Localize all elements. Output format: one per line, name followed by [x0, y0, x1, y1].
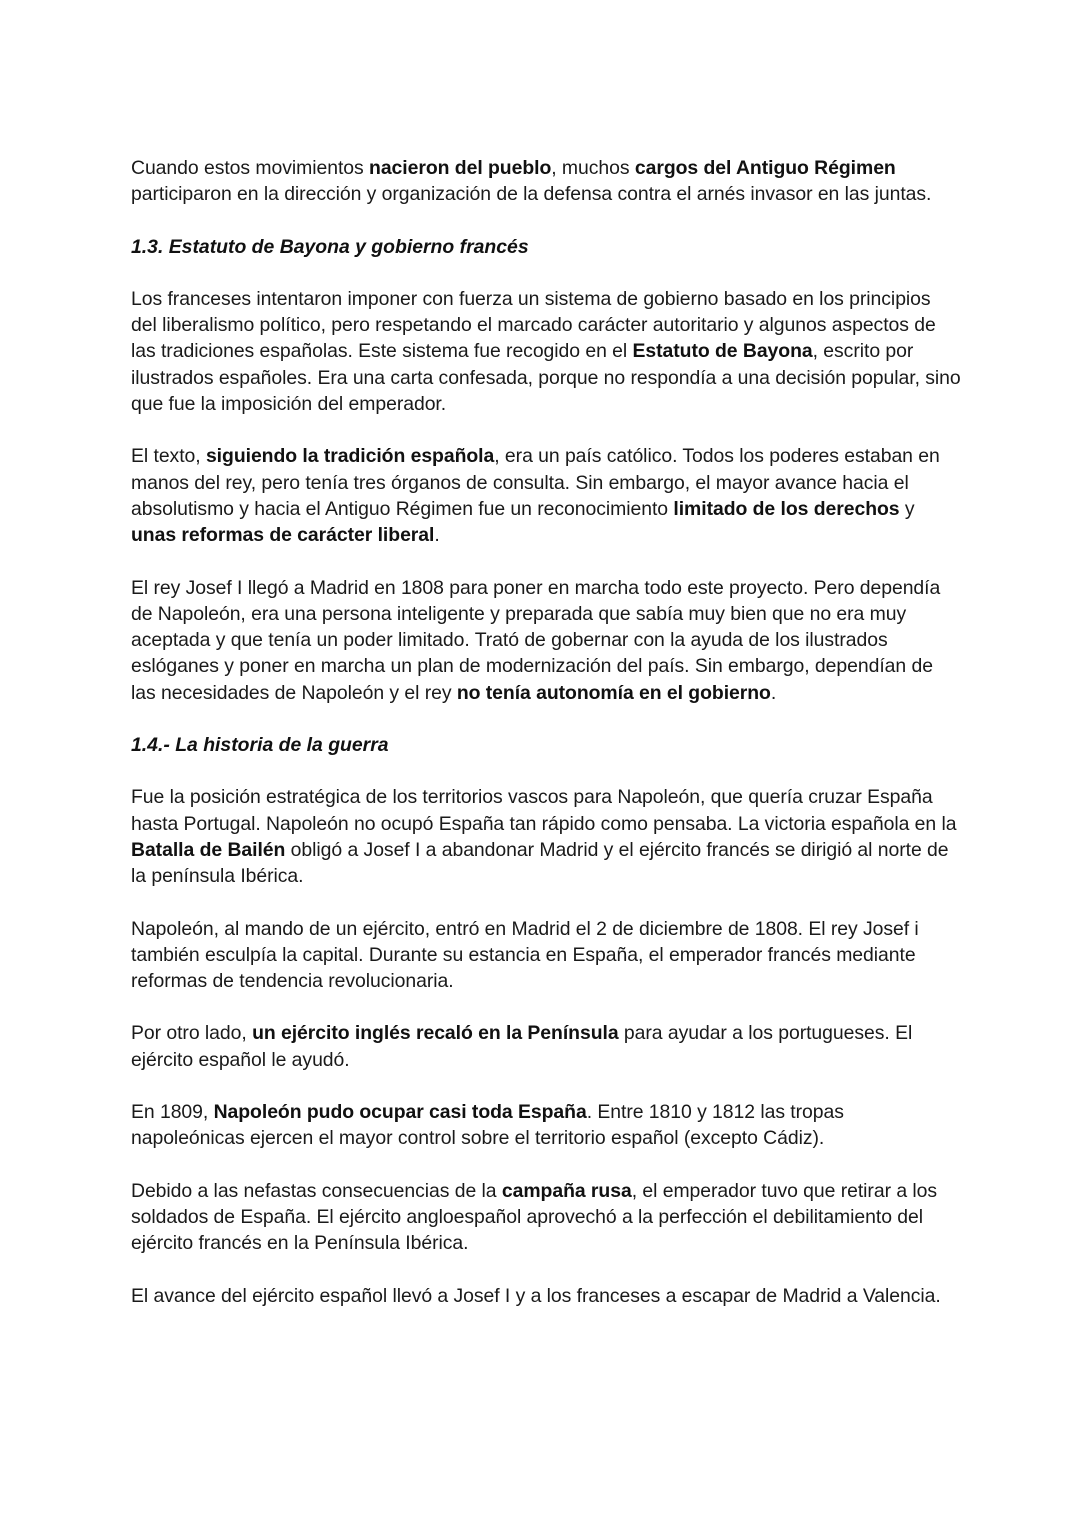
paragraph-madrid-1808	[131, 916, 961, 995]
paragraph-campana-rusa	[131, 1178, 961, 1257]
text-segment: .	[434, 524, 440, 547]
bold-text: Estatuto de Bayona	[632, 340, 813, 363]
bold-text: un ejército inglés recaló en la Península	[252, 1022, 619, 1045]
bold-text: unas reformas de carácter liberal	[131, 524, 435, 547]
paragraph-valencia	[131, 1283, 961, 1309]
text-segment: El avance del ejército español llevó a Josef I y a los franceses a escapar de Madrid a Valencia.	[131, 1284, 941, 1307]
text-segment: Cuando estos movimientos	[131, 157, 370, 179]
text-segment: para ayudar a los portugueses. El ejército español le ayudó.	[131, 1022, 913, 1071]
text-segment: Napoleón, al mando de un ejército, entró en Madrid el 2 de diciembre de 1808. El rey Josef i también esculpía la capital. Durante su estancia en España, el emperador francés mediante reformas de tendencia revolucionaria.	[131, 917, 919, 993]
text-segment: En 1809,	[131, 1101, 214, 1124]
text-segment: Fue la posición estratégica de los territorios vascos para Napoleón, que quería cruzar España hasta Portugal. Napoleón no ocupó España tan rápido como pensaba. La victoria española en la	[131, 786, 957, 835]
text-segment: obligó a Josef I a abandonar Madrid y el ejército francés se dirigió al norte de la península Ibérica.	[131, 838, 949, 888]
paragraph-1809	[131, 1099, 961, 1152]
bold-text: nacieron del pueblo	[369, 157, 552, 179]
paragraph-rey-josef	[131, 575, 961, 706]
document-page	[131, 155, 961, 1335]
text-segment: participaron en la dirección y organización de la defensa contra el arnés invasor en las juntas.	[131, 183, 932, 206]
bold-text: siguiendo la tradición española	[205, 445, 495, 468]
paragraph-estatuto	[131, 286, 961, 417]
text-segment: , era un país católico. Todos los poderes estaban en manos del rey, pero tenía tres órganos de consulta. Sin embargo, el mayor avance hacia el absolutismo y hacia el Antiguo Régimen fue un reconocimiento	[131, 445, 940, 520]
text-segment: , el emperador tuvo que retirar a los soldados de España. El ejército angloespañol aprovechó a la perfección el debilitamiento del ejército francés en la Península Ibérica.	[131, 1179, 938, 1255]
section-heading-1-4	[131, 732, 961, 758]
text-segment: El rey Josef I llegó a Madrid en 1808 para poner en marcha todo este proyecto. Pero dependía de Napoleón, era una persona inteligente y preparada que sabía muy bien que no era muy aceptada y que tenía un poder limitado. Trató de gobernar con la ayuda de los ilustrados eslóganes y poner en marcha un plan de modernización del país. Sin embargo, dependían de las necesidades de Napoleón y el rey	[131, 576, 941, 704]
text-segment: , escrito por ilustrados españoles. Era una carta confesada, porque no respondía a una decisión popular, sino que fue la imposición del emperador.	[131, 340, 961, 416]
paragraph-ejercito-ingles	[131, 1020, 961, 1073]
bold-text: cargos del Antiguo Régimen	[634, 157, 896, 179]
text-segment: Debido a las nefastas consecuencias de la	[131, 1179, 502, 1202]
bold-text: Batalla de Bailén	[131, 838, 286, 861]
bold-text: limitado de los derechos	[673, 497, 900, 520]
bold-text: campaña rusa	[501, 1179, 632, 1202]
bold-text: Napoleón pudo ocupar casi toda España	[213, 1101, 587, 1124]
heading-text: 1.4.- La historia de la guerra	[131, 734, 389, 757]
text-segment: El texto,	[131, 445, 206, 468]
text-segment: .	[770, 681, 777, 704]
text-segment: . Entre 1810 y 1812 las tropas napoleónicas ejercen el mayor control sobre el territorio español (excepto Cádiz).	[131, 1101, 844, 1150]
paragraph-juntas	[131, 155, 961, 208]
heading-text: 1.3. Estatuto de Bayona y gobierno francés	[131, 235, 529, 258]
paragraph-bailen	[131, 784, 961, 889]
section-heading-1-3	[131, 234, 961, 260]
text-segment: Por otro lado,	[131, 1022, 253, 1045]
text-segment: , muchos	[551, 157, 635, 179]
paragraph-texto	[131, 443, 961, 548]
text-segment: Los franceses intentaron imponer con fuerza un sistema de gobierno basado en los principios del liberalismo político, pero respetando el marcado carácter autoritario y algunos aspectos de las tradiciones españolas. Este sistema fue recogido en el	[131, 287, 936, 363]
bold-text: no tenía autonomía en el gobierno	[456, 681, 771, 704]
text-segment: y	[899, 497, 915, 520]
